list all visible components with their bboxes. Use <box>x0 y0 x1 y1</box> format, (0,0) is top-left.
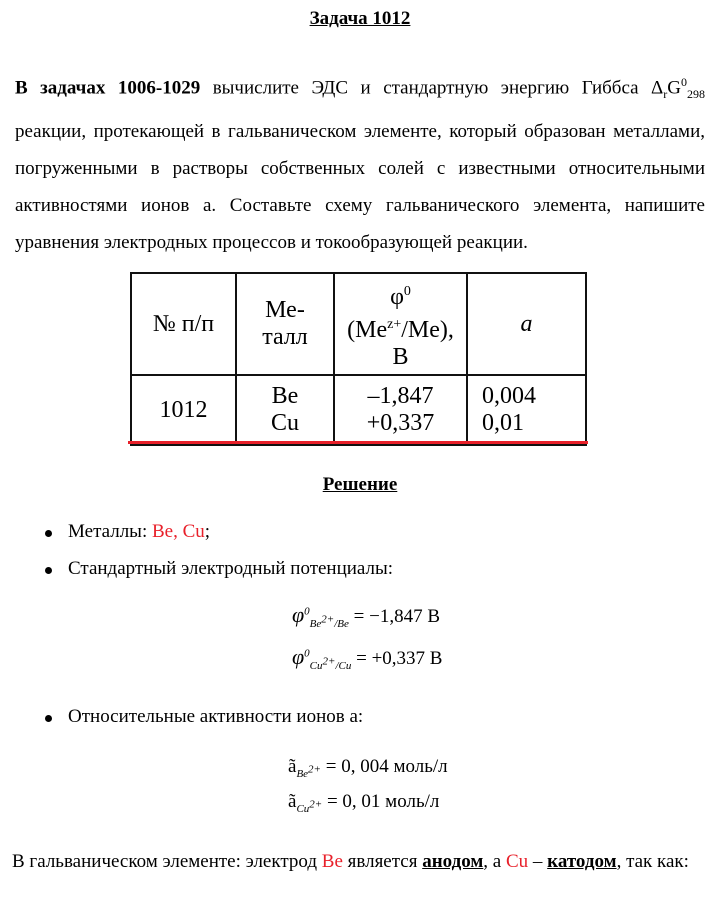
t: Cu <box>309 659 323 672</box>
t: ; <box>204 521 211 542</box>
t: 2+ <box>308 763 321 776</box>
potential-cu: $\varphi^0_{Cu^{2+}/Cu} = +0,337$ В <box>292 644 443 672</box>
t: В <box>392 343 409 370</box>
sup: 0 <box>681 75 688 89</box>
red-underline <box>128 441 588 444</box>
potential-be: $\varphi^0_{Be^{2+}/Be} = -1,847$ В <box>292 602 440 630</box>
t: Be <box>296 767 309 780</box>
t: 0,01 <box>482 410 524 436</box>
conclusion <box>12 843 707 880</box>
t: Be <box>271 383 299 409</box>
t: Be <box>337 617 349 630</box>
bullet-icon <box>45 715 52 722</box>
solution-title: Решение <box>322 474 398 495</box>
header-metal <box>236 273 334 375</box>
t: (Me <box>347 316 388 343</box>
t: = −1,847 В <box>353 606 440 627</box>
t: = 0, 004 моль/л <box>325 756 448 777</box>
g: G <box>667 77 682 99</box>
t: талл <box>262 324 308 350</box>
sub: 298 <box>687 87 706 102</box>
activity-cu <box>288 791 439 815</box>
problem-title: Задача 1012 <box>309 8 411 29</box>
t: Be <box>309 617 322 630</box>
t: φ <box>390 283 404 310</box>
t: , так как: <box>616 851 689 872</box>
t: В гальваническом элементе: электрод <box>12 851 322 872</box>
t: = 0, 01 моль/л <box>326 791 440 812</box>
t: Cu <box>505 851 529 872</box>
bullet-icon <box>45 567 52 574</box>
t: ã <box>288 756 297 777</box>
sub: r <box>663 87 668 102</box>
t: ã <box>288 791 297 812</box>
t: Be, Cu <box>151 521 205 542</box>
bullet-icon <box>45 530 52 537</box>
intro-text: вычислите ЭДС и стандартную энергию Гиббса Δ <box>200 77 664 99</box>
t: – <box>528 851 548 872</box>
header-activity <box>467 273 586 375</box>
t: = +0,337 В <box>356 648 443 669</box>
intro-text: реакции, протекающей в гальваническом элементе, который образован металлами, погруженными в растворы собственных солей с известными относительными активностями ионов а. Составьте схему гальванического элемента, напишите уравнения электродных процессов и токообразующей реакции. <box>15 121 705 254</box>
t: Ме- <box>265 297 305 323</box>
cell-activities <box>467 375 586 445</box>
activity-be <box>288 756 448 780</box>
t: a <box>520 310 533 337</box>
t: 0 <box>304 647 310 660</box>
t: φ <box>292 644 305 669</box>
t: Относительные активности ионов а: <box>68 706 364 727</box>
t: 2+ <box>309 798 323 811</box>
t: , а <box>483 851 506 872</box>
t: 2+ <box>321 613 335 626</box>
t: 2+ <box>322 655 336 668</box>
t: +0,337 <box>366 410 435 436</box>
cell-metals <box>236 375 334 445</box>
cell-potentials <box>334 375 467 445</box>
cell-num: 1012 <box>131 375 236 445</box>
t: Be <box>321 851 343 872</box>
t: Металлы: <box>68 521 152 542</box>
t: Cu <box>338 659 352 672</box>
data-table <box>130 272 587 446</box>
t: 0 <box>304 605 310 618</box>
problem-statement <box>15 14 705 261</box>
t: Cu <box>270 410 299 436</box>
t: φ <box>292 602 305 627</box>
t: Стандартный электродный потенциалы: <box>68 558 394 579</box>
header-potential <box>334 273 467 375</box>
t: катодом <box>547 851 617 872</box>
t: 0 <box>403 283 411 299</box>
t: –1,847 <box>367 383 434 409</box>
t: /Me), <box>401 316 454 343</box>
t: является <box>342 851 423 872</box>
t: анодом <box>422 851 484 872</box>
intro-bold: В задачах 1006-1029 <box>15 77 201 99</box>
header-num: № п/п <box>131 273 236 375</box>
t: 0,004 <box>482 383 536 409</box>
t: z+ <box>387 316 402 332</box>
t: Cu <box>296 802 310 815</box>
